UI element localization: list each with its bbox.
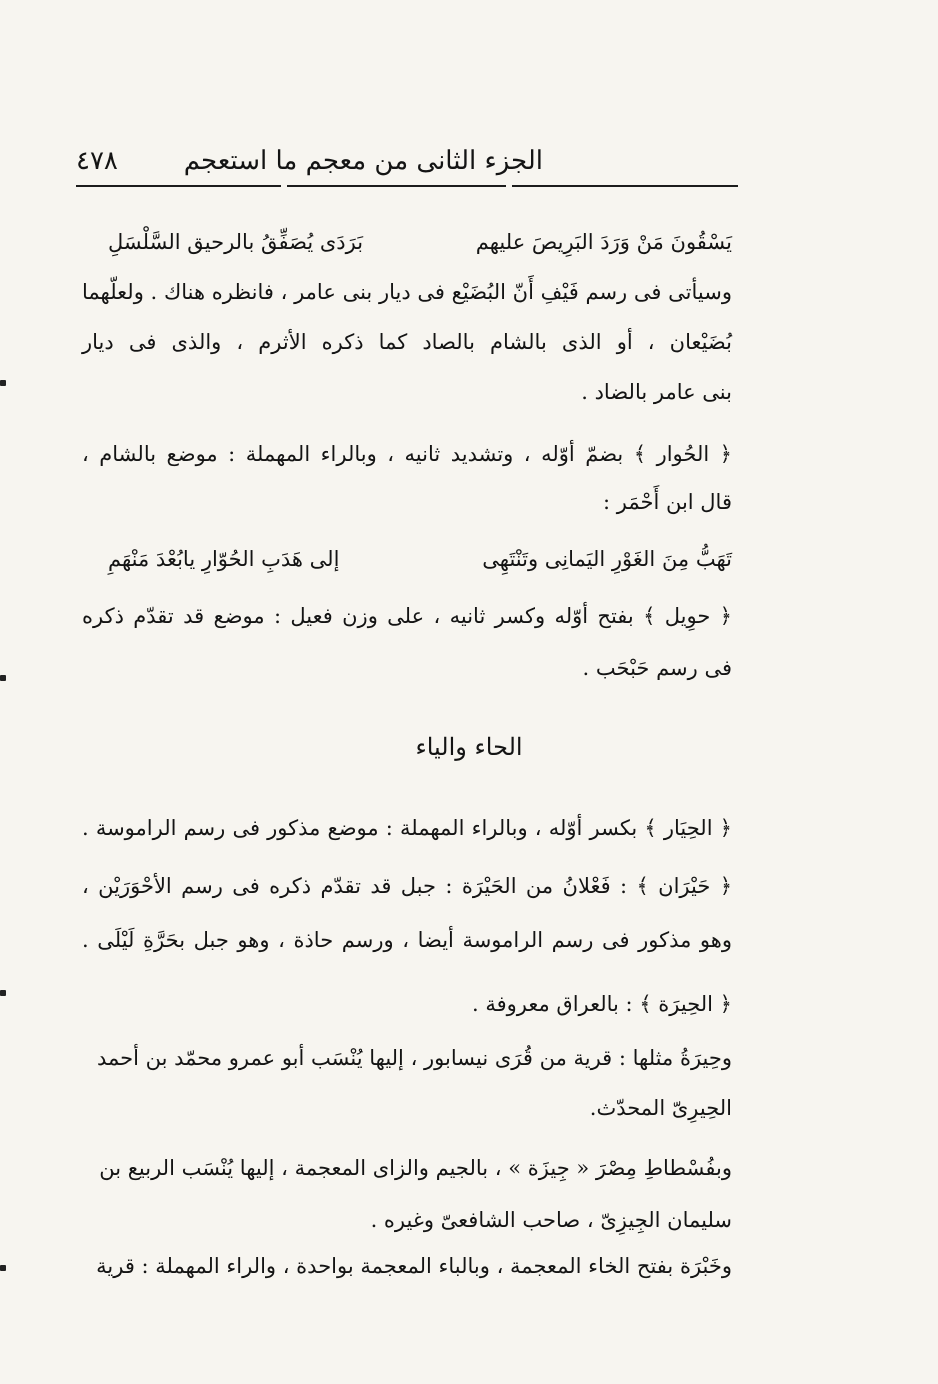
margin-mark [0, 675, 6, 681]
running-title: الجزء الثانى من معجم ما استعجم [183, 146, 543, 176]
margin-mark [0, 380, 6, 386]
verse-hemistich: تَهَبُّ مِنَ الغَوْرِ اليَمانِى وتَنْتَهِى [482, 547, 732, 571]
verse-line [108, 226, 732, 258]
text-line: سليمان الجِيزِىّ ، صاحب الشافعىّ وغيره . [370, 1208, 732, 1232]
text-line: وهو مذكور فى رسم الراموسة أيضا ، ورسم حاذة ، وهو جبل بحَرَّةِ لَيْلَى . [82, 928, 732, 952]
verse-hemistich: إلى هَدَبِ الحُوّارِ يابُعْدَ مَنْهَمِ [108, 547, 340, 571]
margin-mark [0, 990, 6, 996]
verse-line [108, 543, 732, 575]
header-rule-gap [281, 185, 287, 187]
text-line: بنى عامر بالضاد . [581, 380, 732, 404]
text-line: فى رسم حَبْحَب . [582, 656, 732, 680]
text-line: بُضَيْعان ، أو الذى بالشام بالصاد كما ذكره الأثرم ، والذى فى ديار [82, 330, 732, 354]
header-rule [76, 185, 738, 187]
text-line: وبفُسْطاطِ مِصْرَ « جِيزَة » ، بالجيم والزاى المعجمة ، إليها يُنْسَب الربيع بن [99, 1156, 732, 1180]
header-rule-gap [506, 185, 512, 187]
text-line: وسيأتى فى رسم فَيْفِ أَنّ البُضَيْع فى ديار بنى عامر ، فانظره هناك . ولعلّهما [82, 280, 732, 304]
text-line: وخَبْرَة بفتح الخاء المعجمة ، وبالباء المعجمة بواحدة ، والراء المهملة : قرية [96, 1254, 732, 1278]
entry-line: ﴿ حوِيل ﴾ بفتح أوّله وكسر ثانيه ، على وزن فعيل : موضع قد تقدّم ذكره [82, 604, 732, 628]
page-number: ٤٧٨ [76, 146, 118, 176]
text-line: الحِيرِىّ المحدّث. [589, 1096, 732, 1120]
verse-hemistich: بَرَدَى يُصَفِّقُ بالرحيق السَّلْسَلِ [108, 230, 364, 254]
text-line: وحِيرَةُ مثلها : قرية من قُرَى نيسابور ، إليها يُنْسَب أبو عمرو محمّد بن أحمد [96, 1046, 732, 1070]
entry-line: ﴿ حَيْرَان ﴾ : فَعْلانُ من الحَيْرَة : جبل قد تقدّم ذكره فى رسم الأحْوَرَيْن ، [82, 874, 732, 898]
entry-line: ﴿ الحِيرَة ﴾ : بالعراق معروفة . [471, 992, 732, 1016]
page-header [76, 140, 738, 190]
section-title: الحاء والياء [415, 733, 523, 761]
verse-hemistich: يَسْقُونَ مَنْ وَرَدَ البَرِيصَ عليهم [475, 230, 732, 254]
entry-line: ﴿ الحُوار ﴾ بضمّ أوّله ، وتشديد ثانيه ، وبالراء المهملة : موضع بالشام ، [82, 442, 732, 466]
text-line: قال ابن أَحْمَر : [602, 490, 732, 514]
margin-mark [0, 1265, 6, 1271]
entry-line: ﴿ الحِيَار ﴾ بكسر أوّله ، وبالراء المهملة : موضع مذكور فى رسم الراموسة . [82, 816, 732, 840]
